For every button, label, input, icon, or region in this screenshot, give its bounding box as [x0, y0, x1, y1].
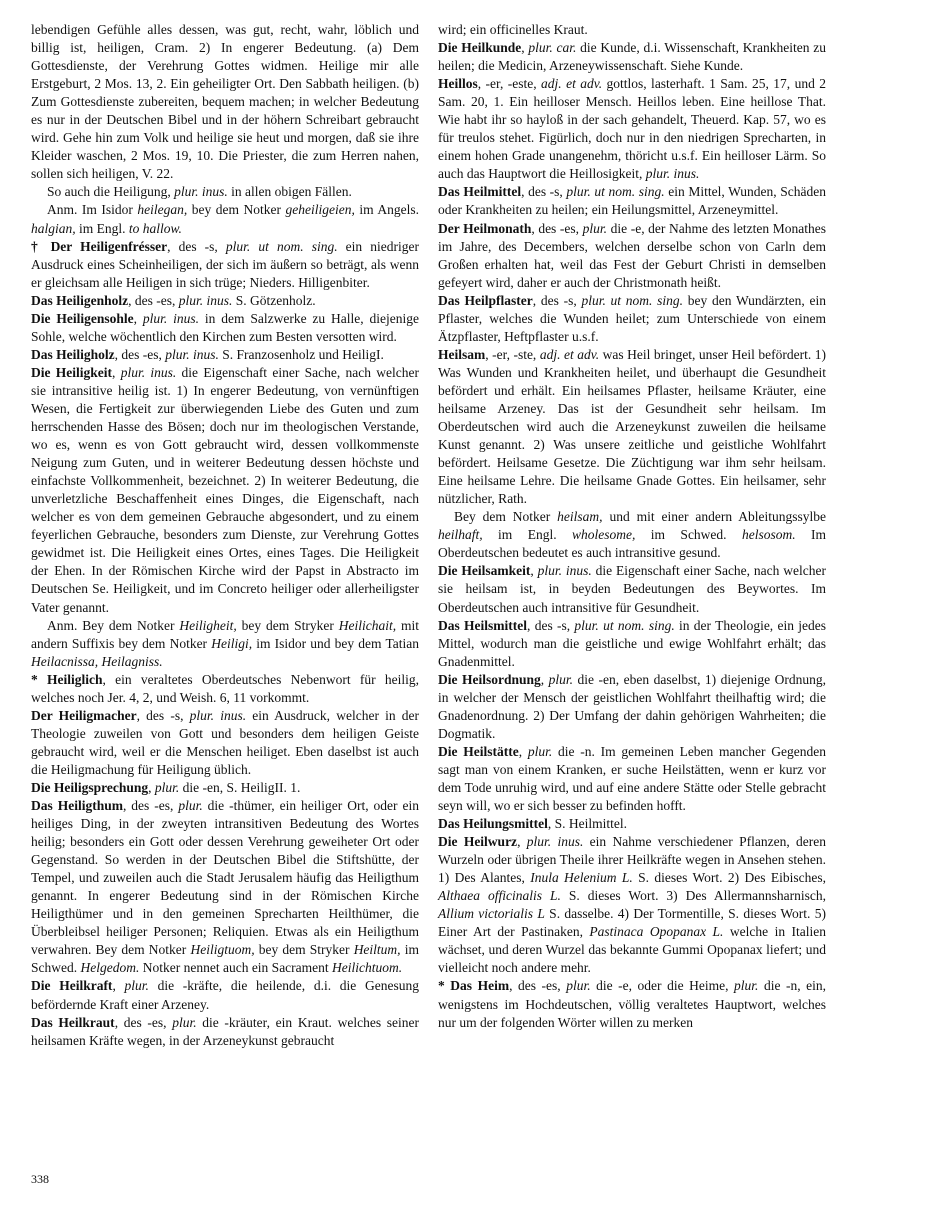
entry-text: die Kunde, d.i. Wissenschaft, Krankheiten zu heilen; die Medicin, Arzeneywissenschaft. Siehe Kunde. [438, 40, 827, 74]
dictionary-entry [438, 617, 826, 671]
entry-text: im Angels. [354, 202, 419, 218]
headword: Die Heilsamkeit [438, 563, 531, 579]
italic-text: heilegan, [137, 202, 188, 218]
entry-text: , [540, 671, 549, 687]
entry-text: bey dem Stryker [236, 617, 339, 633]
dictionary-entry [31, 292, 419, 310]
italic-text: heilsam, [557, 509, 603, 525]
italic-text: plur. [582, 220, 608, 236]
headword: Der Heilmonath [438, 220, 532, 236]
entry-text: S. dieses Wort. 2) Des Eibisches, [632, 870, 826, 886]
italic-text: plur. inus. [142, 310, 199, 326]
italic-text: adj. et adv. [541, 76, 603, 92]
dictionary-entry [31, 1014, 419, 1050]
dictionary-entry [438, 562, 826, 616]
entry-text: bey dem Stryker [254, 942, 354, 958]
dictionary-entry [31, 21, 419, 183]
entry-text: , [517, 834, 527, 850]
entry-text: S. dasselbe. 4) Der Tormentille, S. dieses Wort. 5) Einer Art der Pastinaken, [438, 906, 826, 940]
dictionary-entry [31, 346, 419, 364]
headword: Das Heilsmittel [438, 617, 528, 633]
entry-text: , -er, -ste, [485, 346, 540, 362]
entry-text: die -n. Im gemeinen Leben mancher Gegenden sagt man von einem Kranken, er suche Heilstätten, wenn er kurz vor dem Tode unruhig wird, und auf eine andere Stätte oder Stelle gebracht seyn will, wo er sich besser zu befinden hofft. [438, 743, 826, 814]
headword: Das Heiligenholz [31, 292, 129, 308]
dictionary-entry [31, 797, 419, 977]
headword: Heilsam [438, 346, 486, 362]
entry-text: , des -es, [114, 1014, 173, 1030]
italic-text: plur. inus. [120, 364, 177, 380]
entry-text: die -n, ein, wenigstens im Hochdeutschen, völlig veraltetes Hauptwort, welches nur um der folgenden Wörter willen zu merken [438, 978, 827, 1030]
dictionary-entry [31, 977, 419, 1013]
headword: Die Heiligsprechung [31, 779, 149, 795]
dictionary-entry [438, 346, 826, 508]
entry-text: , des -s, [521, 184, 567, 200]
entry-text: im Schwed. [635, 527, 742, 543]
page-number: 338 [31, 1172, 49, 1186]
entry-text: lebendigen Gefühle alles dessen, was gut, recht, wahr, löblich und billig ist, heiligen, Cram. 2) In engerer Bedeutung. (a) Dem Gottesdienste, der Verehrung Gottes widmen. Heilige mir alle Erstgeburt, 2 Mos. 13, 2. Ein geheiligter Ort. Den Sabbath heiligen. (b) Zum Gottesdienste zubereiten, bequem machen; in welcher Bedeutung es nur in der Deutschen Bibel und in der höhern Schreibart gebraucht wird. Gehe hin zum Volk und heilige sie heut und morgen, daß sie ihre Kleider waschen, 2 Mos. 19, 10. Die Priester, die zum Herren nahen, sollen sich heiligen, V. 22. [31, 22, 419, 182]
dictionary-entry [438, 183, 826, 219]
italic-text: plur. inus. [537, 563, 592, 579]
entry-text: , des -es, [509, 978, 567, 994]
entry-text: welche in Italien wächset, und deren Wurzel das bekannte Gummi Opopanax liefert; und vielleicht noch andere mehr. [438, 924, 826, 976]
entry-text: , [518, 743, 528, 759]
italic-text: Helgedom. [80, 960, 140, 976]
headword: Die Heilstätte [438, 743, 519, 759]
dictionary-entry [438, 508, 826, 562]
entry-text: Notker nennet auch ein Sacrament [139, 960, 333, 976]
italic-text: Heiltum, [353, 942, 401, 958]
entry-text: Im Oberdeutschen bedeutet es auch intransitive gesund. [438, 527, 827, 561]
entry-text: die Eigenschaft einer Sache, nach welcher sie heilsam ist, in beyden Bedeutungen des Beywortes. Im Oberdeutschen auch intransitive für Gesundheit. [438, 563, 826, 615]
headword: Die Heilwurz [438, 834, 518, 850]
entry-text: , des -es, [128, 292, 179, 308]
headword: Die Heilkunde [438, 40, 522, 56]
dictionary-entry [31, 201, 419, 237]
entry-text: , des -s, [136, 707, 190, 723]
italic-text: wholesome, [571, 527, 636, 543]
entry-text: ein Ausdruck, welcher in der Theologie zuweilen von Gott und besonders dem heiligen Geiste gebraucht wird, weil er die Menschen heiliget. Eben daselbst ist auch die Heiligmachung für Heiligung üblich. [31, 707, 420, 777]
left-column [31, 21, 419, 1050]
italic-text: Heiligi, [211, 635, 253, 651]
dictionary-entry [31, 707, 419, 779]
dictionary-entry [31, 238, 419, 292]
italic-text: plur. [172, 1014, 197, 1030]
italic-text: helsosom. [741, 527, 796, 543]
entry-text: Anm. Bey dem Notker [47, 617, 180, 633]
right-column [438, 21, 826, 1032]
italic-text: Allium victorialis L [438, 906, 545, 922]
italic-text: plur. inus. [645, 166, 700, 182]
headword: Das Heilungsmittel [438, 816, 548, 832]
entry-text: S. dieses Wort. 3) Des Allermannsharnisch, [560, 888, 826, 904]
dictionary-entry [438, 220, 826, 292]
italic-text: plur. ut nom. sing. [566, 184, 665, 200]
italic-text: plur. [734, 978, 759, 994]
entry-text: die -e, der Nahme des letzten Monathes im Jahre, des Decembers, welchen derselbe schon von Carln dem Großen erhalten hat, weil das Fest der Geburt Christi in demselben gefeyert wird, daher er auch der Christmonath heißt. [438, 220, 826, 290]
entry-text: , des -s, [167, 238, 226, 254]
dictionary-entry [438, 833, 826, 977]
entry-text: , [521, 40, 529, 56]
italic-text: Heilichait, [338, 617, 397, 633]
dictionary-entry [31, 310, 419, 346]
entry-text: in allen obigen Fällen. [227, 184, 352, 200]
italic-text: plur. inus. [178, 292, 233, 308]
entry-text: Bey dem Notker [454, 509, 558, 525]
entry-text: im Engl. [75, 220, 129, 236]
dictionary-entry [438, 75, 826, 183]
entry-text: , [133, 310, 143, 326]
dictionary-entry [438, 815, 826, 833]
entry-text: , ein veraltetes Oberdeutsches Nebenwort für heilig, welches noch Jer. 4, 2, und Weish. 6, 11 vorkommt. [31, 671, 419, 705]
italic-text: adj. et adv. [539, 346, 600, 362]
dictionary-entry [438, 743, 826, 815]
italic-text: heilhaft, [438, 527, 483, 543]
italic-text: plur. ut nom. sing. [225, 238, 338, 254]
entry-text: , des -es, [114, 346, 166, 362]
entry-text: die -en, eben daselbst, 1) diejenige Ordnung, in welcher der Mensch der geistlichen Wohlfahrt theilhaftig wird; die Gnadenordnung. 2) Der Umfang der dahin gehörigen Wahrheiten; die Dogmatik. [438, 671, 827, 741]
entry-text: wird; ein officinelles Kraut. [438, 22, 588, 37]
headword: Das Heiligthum [31, 798, 123, 814]
headword: Die Heilkraft [31, 978, 113, 994]
headword: Das Heiligholz [31, 346, 115, 362]
italic-text: plur. ut nom. sing. [574, 617, 675, 633]
italic-text: Heiligtuom, [190, 942, 255, 958]
italic-text: geheiligeien, [285, 202, 355, 218]
headword: Der Heiligmacher [31, 707, 137, 723]
entry-text: im Engl. [482, 527, 572, 543]
italic-text: Heilichtuom. [332, 960, 403, 976]
entry-text: S. Franzosenholz und HeiligI. [218, 346, 384, 362]
entry-text: die -e, oder die Heime, [590, 978, 735, 994]
headword: Das Heilmittel [438, 184, 522, 200]
entry-text: , des -es, [122, 798, 179, 814]
entry-text: die -en, S. HeiligII. 1. [179, 779, 301, 795]
italic-text: Pastinaca Opopanax L. [589, 924, 724, 940]
dictionary-entry [31, 671, 419, 707]
entry-text: die -thümer, ein heiliger Ort, oder ein heiliges Ding, in der zweyten intransitiven Bedeutung des Wortes heilig; besonders ein Gott oder dessen Verehrung geweiheter Ort oder Gegenstand. So werden in der Deutschen Bibel die Stiftshütte, der Tempel, und zuweilen auch die Stadt Jerusalem häufig das Heiligthum genannt. In engerer Bedeutung sind in der Römischen Kirche Heiligthümer und in den gemeinen Sprecharten Heilthümer, die Überbleibsel heiliger Personen; Reliquien. Etwas als ein Heiligthum verwahren. Bey dem Notker [31, 798, 419, 958]
italic-text: plur. [178, 798, 203, 814]
italic-text: Althaea officinalis L. [438, 888, 561, 904]
entry-text: So auch die Heiligung, [47, 184, 175, 200]
headword: * Heiliglich [31, 671, 103, 687]
entry-text: die -kräfte, die heilende, d.i. die Genesung befördernde Kraft einer Arzeney. [31, 978, 419, 1012]
entry-text: bey dem Notker [187, 202, 286, 218]
entry-text: mit andern Suffixis bey dem Notker [31, 617, 419, 651]
entry-text: ein Mittel, Wunden, Schäden oder Krankheiten zu heilen; ein Heilungsmittel, Arzeneymittel. [438, 184, 826, 218]
entry-text: die Eigenschaft einer Sache, nach welcher sie intransitive heilig ist. 1) In engerer Bedeutung, von vernünftigen Wesen, die Fertigkeit zur überwiegenden Liebe des Guten und zum herrschenden Hasse des Bösen; doch nur im theologischen Verstande, wo es, wenn es von Gott gebraucht wird, dessen vollkommenste Neigung zum Guten, und in weiterer Bedeutung dessen höchste und einfachste Vollkommenheit, bezeichnet. 2) In weiterer Bedeutung, die unverletzliche Beschaffenheit eines Dinges, die Eigenschaft, nach welcher es von dem gemeinen Gebrauche abgesondert, und zu einem feyerlichen Gebrauche, besonders zum Dienste, zur Verehrung Gottes gewidmet ist. Die Heiligkeit eines Ortes, eines Tages. Die Heiligkeit der Ehen. In der Römischen Kirche wird der Papst in Abstracto im Deutschen Se. Heiligkeit, und im Concreto heiliger oder allerheiligster Vater genannt. [31, 364, 420, 615]
italic-text: to hallow. [128, 220, 182, 236]
headword: Die Heilsordnung [438, 671, 541, 687]
italic-text: plur. car. [528, 40, 577, 56]
headword: Heillos [438, 76, 478, 92]
entry-text: S. Götzenholz. [232, 292, 316, 308]
entry-text: in der Theologie, ein jedes Mittel, wodurch man die geistliche und ewige Wohlfahrt erhält; das Gnadenmittel. [438, 617, 827, 669]
dictionary-entry [438, 671, 826, 743]
entry-text: , [112, 364, 121, 380]
dictionary-entry [31, 183, 419, 201]
dictionary-entry [31, 364, 419, 617]
italic-text: plur. [124, 978, 149, 994]
entry-text: in dem Salzwerke zu Halle, diejenige Sohle, welche wöchentlich den Kirchen zum Besten versotten wird. [31, 310, 420, 344]
italic-text: Heiligheit, [179, 617, 237, 633]
headword: Das Heilpflaster [438, 292, 533, 308]
italic-text: plur. [154, 779, 180, 795]
italic-text: plur. inus. [189, 707, 247, 723]
dictionary-entry [438, 292, 826, 346]
entry-text: die -kräuter, ein Kraut. welches seiner heilsamen Kräfte wegen, in der Arzeneykunst gebraucht [31, 1014, 419, 1048]
italic-text: plur. [548, 671, 574, 687]
italic-text: plur. ut nom. sing. [581, 292, 684, 308]
dictionary-entry [438, 977, 826, 1031]
entry-text: , des -s, [532, 292, 582, 308]
dictionary-entry [31, 779, 419, 797]
headword: † Der Heiligenfrésser [31, 238, 168, 254]
entry-text: , [530, 563, 538, 579]
headword: * Das Heim [438, 978, 510, 994]
entry-text: im Schwed. [31, 942, 419, 976]
italic-text: Inula Helenium L. [530, 870, 633, 886]
headword: Das Heilkraut [31, 1014, 115, 1030]
entry-text: ein Nahme verschiedener Pflanzen, deren Wurzeln oder übrigen Theile ihrer Heilkräfte wegen in Ansehen stehen. 1) Des Alantes, [438, 834, 826, 886]
headword: Die Heiligensohle [31, 310, 134, 326]
entry-text: gottlos, lasterhaft. 1 Sam. 25, 17, und 2 Sam. 20, 1. Ein heilloser Mensch. Heillos leben. Eine heillose That. Wie habt ihr so hayloß in der sach gehandelt, Theuerd. Kap. 57, wo es für treulos stehet. Figürlich, doch nur in den niedrigen Sprecharten, in einem hohen Grade unangenehm, thöricht u.s.f. Ein heilloser Lärm. So auch das Hauptwort die Heillosigkeit, [438, 76, 827, 182]
entry-text: ein niedriger Ausdruck eines Scheinheiligen, der sich im äußern so beträgt, als wenn er gleichsam alle Heiligen in sich trüge; Nieders. Hilligenbiter. [31, 238, 419, 290]
dictionary-entry [438, 39, 826, 75]
entry-text: , S. Heilmittel. [547, 816, 627, 832]
italic-text: Heilacnissa, Heilagniss. [31, 653, 163, 669]
entry-text: was Heil bringet, unser Heil befördert. 1) Was Wunden und Krankheiten heilet, und überhaupt die Gesundheit befördert und erhält. Ein heilsames Pflaster, heilsame Kräuter, eine heilsame Arzeney. Das ist der Gesundheit sehr heilsam. Im Oberdeutschen wird auch die Arzeneykunst zuweilen die heilsame Kunst genannt. 2) Was unsere zeitliche und geistliche Wohlfahrt befördert. Heilsame Gesetze. Die Züchtigung war ihm sehr heilsam. Eine heilsame Lehre. Die heilsame Gnade Gottes. Ein heilsamer, sehr nützlicher, Rath. [438, 346, 827, 507]
italic-text: plur. inus. [165, 346, 219, 362]
entry-text: , [148, 779, 155, 795]
entry-text: , -er, -este, [477, 76, 542, 92]
entry-text: , [112, 978, 125, 994]
entry-text: und mit einer andern Ableitungssylbe [602, 509, 826, 525]
italic-text: plur. inus. [526, 834, 584, 850]
italic-text: halgian, [31, 220, 76, 236]
dictionary-entry [31, 617, 419, 671]
italic-text: plur. [566, 978, 591, 994]
italic-text: plur. inus. [174, 184, 228, 200]
italic-text: plur. [527, 743, 553, 759]
dictionary-entry [438, 21, 826, 39]
entry-text: , des -es, [531, 220, 583, 236]
entry-text: , des -s, [527, 617, 575, 633]
entry-text: im Isidor und bey dem Tatian [252, 635, 419, 651]
entry-text: bey den Wundärzten, ein Pflaster, welches die Wunden heilet; zum Unterschiede von einem Ätzpflaster, Heftpflaster u.s.f. [438, 292, 826, 344]
entry-text: Anm. Im Isidor [47, 202, 138, 218]
headword: Die Heiligkeit [31, 364, 113, 380]
